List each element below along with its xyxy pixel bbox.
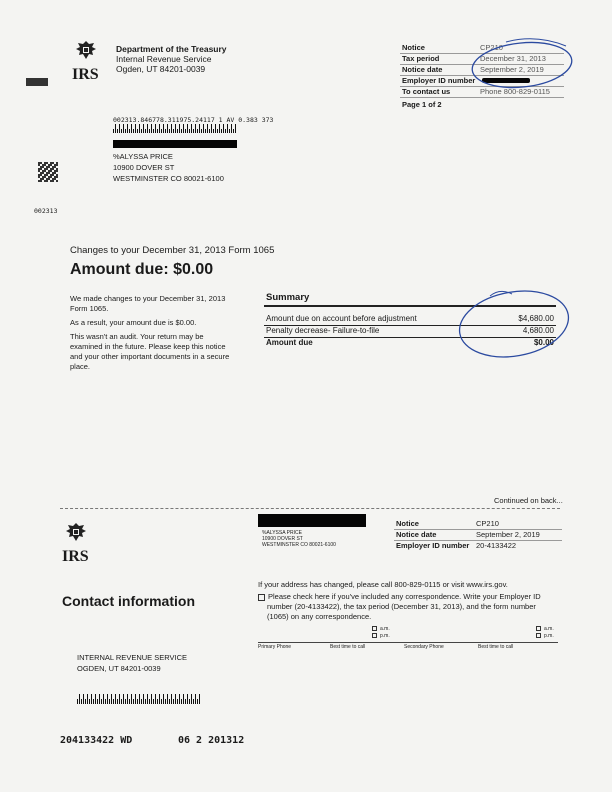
barcode-bar: [227, 124, 228, 133]
barcode-bar: [215, 124, 216, 133]
barcode-bar: [95, 694, 96, 704]
qr-module: [38, 174, 40, 176]
qr-module: [40, 168, 42, 170]
page-indicator: Page 1 of 2: [402, 100, 442, 109]
barcode-bar: [207, 124, 208, 133]
check-line: number (20-4133422), the tax period (December 31, 2013), and the form number: [267, 602, 536, 611]
qr-module: [38, 170, 40, 172]
barcode-bar: [113, 129, 114, 134]
notice-date-value: September 2, 2019: [480, 65, 544, 74]
barcode-bar: [109, 699, 110, 704]
stub-employer-id-row: [394, 540, 562, 551]
amount-due-heading: Amount due: $0.00: [70, 261, 214, 278]
barcode-bar: [143, 694, 144, 704]
redaction-bar: [113, 140, 237, 148]
am-checkbox[interactable]: [372, 626, 377, 631]
barcode-bar: [151, 124, 152, 133]
qr-module: [40, 162, 42, 164]
tax-period-value: December 31, 2013: [480, 54, 546, 63]
agency-name: Department of the Treasury: [116, 44, 227, 54]
para3-line: and your other important documents in a secure: [70, 352, 230, 361]
ampm-left[interactable]: [372, 626, 390, 640]
barcode-bar: [139, 694, 140, 704]
mini-address-line: WESTMINSTER CO 80021-6100: [262, 542, 336, 548]
qr-module: [46, 172, 48, 174]
qr-module: [38, 164, 40, 166]
agency-subname: Internal Revenue Service: [116, 54, 212, 64]
pm-checkbox[interactable]: [536, 633, 541, 638]
para1-line: Form 1065.: [70, 304, 109, 313]
eagle-icon: [75, 40, 97, 62]
eagle-icon: [65, 522, 87, 544]
barcode-bar: [149, 129, 150, 134]
barcode-bar: [219, 124, 220, 133]
barcode-bar: [181, 129, 182, 134]
barcode-bar: [79, 694, 80, 704]
barcode-bar: [141, 699, 142, 704]
barcode-bar: [203, 124, 204, 133]
qr-module: [52, 174, 54, 176]
stub-notice-value: CP210: [476, 519, 499, 528]
barcode-bar: [123, 124, 124, 133]
barcode-bar: [199, 124, 200, 133]
qr-module: [50, 180, 52, 182]
barcode-bar: [105, 699, 106, 704]
barcode-bar: [211, 124, 212, 133]
barcode-bar: [147, 694, 148, 704]
qr-module: [42, 178, 44, 180]
mini-address-line: 10900 DOVER ST: [262, 536, 303, 542]
barcode-bar: [189, 129, 190, 134]
barcode-bar: [189, 699, 190, 704]
qr-module: [44, 170, 46, 172]
best-time-label: Best time to call: [478, 644, 514, 650]
barcode-bar: [131, 694, 132, 704]
qr-module: [54, 170, 56, 172]
qr-module: [42, 166, 44, 168]
barcode-bar: [153, 699, 154, 704]
side-code: 002313: [34, 207, 58, 215]
barcode-bar: [115, 694, 116, 704]
barcode-bar: [111, 694, 112, 704]
barcode-bar: [113, 699, 114, 704]
qr-module: [40, 166, 42, 168]
barcode-bar: [169, 129, 170, 134]
recipient-street: 10900 DOVER ST: [113, 163, 175, 172]
barcode-bar: [177, 699, 178, 704]
check-line: Please check here if you've included any correspondence. Write your Employer ID: [268, 592, 541, 601]
summary-row-value: 4,680.00: [522, 326, 554, 335]
qr-module: [38, 162, 40, 164]
barcode-bar: [117, 699, 118, 704]
handwritten-circle-summary: [452, 282, 576, 362]
stub-notice-label: Notice: [396, 519, 419, 528]
barcode-bar: [161, 699, 162, 704]
qr-module: [38, 168, 40, 170]
irs-logo-text: IRS: [62, 548, 89, 565]
qr-module: [46, 180, 48, 182]
barcode-bar: [119, 694, 120, 704]
barcode-bar: [135, 124, 136, 133]
qr-module: [46, 162, 48, 164]
summary-title: Summary: [266, 292, 310, 303]
barcode-bar: [119, 124, 120, 133]
contact-label: To contact us: [402, 87, 451, 96]
barcode-bar: [179, 124, 180, 133]
barcode-bar: [159, 124, 160, 133]
barcode-bar: [107, 694, 108, 704]
stub-notice-date-value: September 2, 2019: [476, 530, 540, 539]
qr-module: [56, 162, 58, 164]
qr-module: [42, 172, 44, 174]
barcode-bar: [191, 124, 192, 133]
notice-label: Notice: [402, 43, 425, 52]
qr-module: [44, 164, 46, 166]
qr-module: [54, 178, 56, 180]
continued-note: Continued on back...: [494, 496, 563, 505]
barcode-bar: [173, 129, 174, 134]
tear-line: [60, 508, 560, 509]
barcode-bar: [185, 129, 186, 134]
barcode-bar: [229, 129, 230, 134]
barcode-bar: [157, 129, 158, 134]
qr-module: [44, 180, 46, 182]
qr-module: [52, 180, 54, 182]
barcode-bar: [165, 129, 166, 134]
qr-module: [54, 176, 56, 178]
barcode-bar: [193, 699, 194, 704]
qr-module: [38, 180, 40, 182]
qr-module: [56, 174, 58, 176]
barcode-bar: [191, 694, 192, 704]
stub-notice-box: [394, 518, 562, 552]
barcode-bar: [93, 699, 94, 704]
employer-id-label: Employer ID number: [402, 76, 476, 85]
postal-barcode: [77, 694, 200, 704]
barcode-bar: [173, 699, 174, 704]
barcode-bar: [133, 699, 134, 704]
pm-checkbox[interactable]: [372, 633, 377, 638]
stub-employer-id-value: 20-4133422: [476, 541, 517, 550]
postal-barcode: [113, 124, 236, 133]
summary-row-label: Amount due on account before adjustment: [266, 314, 417, 323]
barcode-bar: [161, 129, 162, 134]
barcode-bar: [129, 129, 130, 134]
barcode-bar: [141, 129, 142, 134]
barcode-bar: [151, 694, 152, 704]
barcode-bar: [185, 699, 186, 704]
barcode-bar: [117, 129, 118, 134]
barcode-bar: [201, 129, 202, 134]
qr-module: [48, 172, 50, 174]
para3-line: examined in the future. Please keep this notice: [70, 342, 226, 351]
summary-row-label: Penalty decrease- Failure-to-file: [266, 326, 380, 335]
barcode-bar: [147, 124, 148, 133]
barcode-bar: [91, 694, 92, 704]
barcode-bar: [133, 129, 134, 134]
best-time-label: Best time to call: [330, 644, 366, 650]
barcode-bar: [183, 694, 184, 704]
agency-city: Ogden, UT 84201-0039: [116, 64, 206, 74]
barcode-bar: [139, 124, 140, 133]
barcode-bar: [103, 694, 104, 704]
barcode-bar: [223, 124, 224, 133]
qr-module: [44, 168, 46, 170]
qr-module: [48, 164, 50, 166]
qr-module: [56, 180, 58, 182]
barcode-bar: [175, 124, 176, 133]
barcode-bar: [131, 124, 132, 133]
scan-code-right: 06 2 201312: [178, 735, 245, 746]
qr-module: [50, 174, 52, 176]
redaction-bar: [258, 514, 366, 527]
summary-total-label: Amount due: [266, 338, 313, 347]
qr-module: [50, 176, 52, 178]
barcode-bar: [187, 694, 188, 704]
barcode-bar: [167, 694, 168, 704]
notice-subtitle: Changes to your December 31, 2013 Form 1065: [70, 245, 275, 256]
notice-date-label: Notice date: [402, 65, 443, 74]
stub-notice-date-label: Notice date: [396, 530, 437, 539]
agency-block: [116, 44, 227, 74]
para2-line: As a result, your amount due is $0.00.: [70, 318, 197, 327]
barcode-bar: [121, 129, 122, 134]
qr-module: [56, 168, 58, 170]
barcode-bar: [81, 699, 82, 704]
qr-module: [40, 178, 42, 180]
qr-module: [42, 176, 44, 178]
qr-module: [56, 164, 58, 166]
secondary-phone-label: Secondary Phone: [404, 644, 444, 650]
barcode-bar: [155, 124, 156, 133]
barcode-bar: [181, 699, 182, 704]
barcode-bar: [87, 694, 88, 704]
barcode-bar: [175, 694, 176, 704]
barcode-bar: [171, 694, 172, 704]
qr-module: [38, 176, 40, 178]
barcode-bar: [217, 129, 218, 134]
recipient-name: %ALYSSA PRICE: [113, 152, 173, 161]
barcode-bar: [221, 129, 222, 134]
qr-module: [46, 174, 48, 176]
qr-module: [54, 172, 56, 174]
barcode-bar: [183, 124, 184, 133]
barcode-bar: [231, 124, 232, 133]
barcode-bar: [155, 694, 156, 704]
para3-line: This wasn't an audit. Your return may be: [70, 332, 204, 341]
barcode-bar: [159, 694, 160, 704]
barcode-bar: [165, 699, 166, 704]
barcode-bar: [89, 699, 90, 704]
qr-module: [44, 176, 46, 178]
qr-module: [54, 166, 56, 168]
barcode-bar: [149, 699, 150, 704]
am-label: a.m.: [544, 626, 554, 632]
barcode-bar: [187, 124, 188, 133]
barcode-bar: [163, 124, 164, 133]
barcode-bar: [115, 124, 116, 133]
barcode-bar: [163, 694, 164, 704]
barcode-bar: [125, 699, 126, 704]
qr-module: [46, 178, 48, 180]
barcode-bar: [195, 124, 196, 133]
stub-employer-id-label: Employer ID number: [396, 541, 470, 550]
qr-module: [46, 166, 48, 168]
am-checkbox[interactable]: [536, 626, 541, 631]
barcode-bar: [99, 694, 100, 704]
qr-module: [52, 168, 54, 170]
tax-period-label: Tax period: [402, 54, 440, 63]
barcode-bar: [101, 699, 102, 704]
qr-module: [48, 178, 50, 180]
barcode-bar: [145, 129, 146, 134]
left-edge-mark: [26, 78, 48, 86]
qr-code-icon: [38, 162, 58, 182]
ampm-right[interactable]: [536, 626, 554, 640]
recipient-city: WESTMINSTER CO 80021-6100: [113, 174, 224, 183]
contact-info-heading: Contact information: [62, 593, 195, 609]
summary-total-value: $0.00: [533, 338, 554, 347]
correspondence-check[interactable]: [258, 592, 558, 622]
explanation-text: [70, 294, 240, 372]
irs-logo-lower: [62, 522, 96, 565]
barcode-bar: [169, 699, 170, 704]
barcode-bar: [85, 699, 86, 704]
barcode-bar: [153, 129, 154, 134]
barcode-bar: [197, 699, 198, 704]
barcode-bar: [145, 699, 146, 704]
qr-module: [40, 174, 42, 176]
qr-module: [56, 170, 58, 172]
correspondence-checkbox[interactable]: [258, 594, 265, 601]
qr-module: [48, 170, 50, 172]
notice-value: CP210: [480, 43, 503, 52]
qr-module: [54, 164, 56, 166]
phone-lines: [258, 642, 558, 643]
qr-module: [44, 174, 46, 176]
barcode-bar: [157, 699, 158, 704]
barcode-bar: [137, 129, 138, 134]
qr-module: [46, 168, 48, 170]
barcode-bar: [193, 129, 194, 134]
pm-label: p.m.: [544, 633, 554, 639]
contact-value: Phone 800-829-0115: [480, 87, 550, 96]
irs-address-line: INTERNAL REVENUE SERVICE: [77, 653, 188, 662]
barcode-bar: [83, 694, 84, 704]
barcode-bar: [171, 124, 172, 133]
handwritten-circle-notice: [466, 34, 578, 96]
am-label: a.m.: [380, 626, 390, 632]
primary-phone-label: Primary Phone: [258, 644, 292, 650]
para1-line: We made changes to your December 31, 2013: [70, 294, 226, 303]
qr-module: [42, 164, 44, 166]
barcode-bar: [135, 694, 136, 704]
barcode-bar: [233, 129, 234, 134]
barcode-bar: [137, 699, 138, 704]
qr-module: [50, 162, 52, 164]
irs-logo-text: IRS: [72, 66, 99, 83]
qr-module: [50, 164, 52, 166]
pm-label: p.m.: [380, 633, 390, 639]
barcode-bar: [167, 124, 168, 133]
qr-module: [52, 166, 54, 168]
scan-code-left: 204133422 WD: [60, 735, 133, 746]
scan-line: 002313.846778.311975.24117 1 AV 0.383 373: [113, 116, 274, 124]
barcode-bar: [197, 129, 198, 134]
barcode-bar: [177, 129, 178, 134]
barcode-bar: [123, 694, 124, 704]
qr-module: [40, 172, 42, 174]
barcode-bar: [225, 129, 226, 134]
barcode-bar: [179, 694, 180, 704]
qr-module: [52, 172, 54, 174]
qr-module: [44, 162, 46, 164]
qr-module: [48, 166, 50, 168]
barcode-bar: [127, 124, 128, 133]
qr-module: [40, 180, 42, 182]
irs-logo: [72, 40, 106, 83]
address-change-note: If your address has changed, please call 800-829-0115 or visit www.irs.gov.: [258, 580, 508, 589]
barcode-bar: [121, 699, 122, 704]
barcode-bar: [129, 699, 130, 704]
barcode-bar: [97, 699, 98, 704]
barcode-bar: [143, 124, 144, 133]
barcode-bar: [209, 129, 210, 134]
barcode-bar: [195, 694, 196, 704]
stub-mini-address: [262, 530, 336, 548]
irs-address-line: OGDEN, UT 84201-0039: [77, 664, 161, 673]
barcode-bar: [77, 699, 78, 704]
check-line: (1065) on any correspondence.: [267, 612, 372, 621]
barcode-bar: [213, 129, 214, 134]
barcode-bar: [205, 129, 206, 134]
qr-module: [50, 168, 52, 170]
qr-module: [50, 170, 52, 172]
qr-module: [52, 162, 54, 164]
mini-address-line: %ALYSSA PRICE: [262, 530, 302, 536]
barcode-bar: [127, 694, 128, 704]
barcode-bar: [125, 129, 126, 134]
mailing-address: [113, 151, 224, 184]
qr-module: [42, 170, 44, 172]
barcode-bar: [235, 124, 236, 133]
summary-row-value: $4,680.00: [518, 314, 554, 323]
qr-module: [52, 178, 54, 180]
barcode-bar: [199, 694, 200, 704]
qr-module: [56, 176, 58, 178]
para3-line: place.: [70, 362, 91, 371]
qr-module: [48, 176, 50, 178]
irs-return-address: [77, 652, 187, 674]
